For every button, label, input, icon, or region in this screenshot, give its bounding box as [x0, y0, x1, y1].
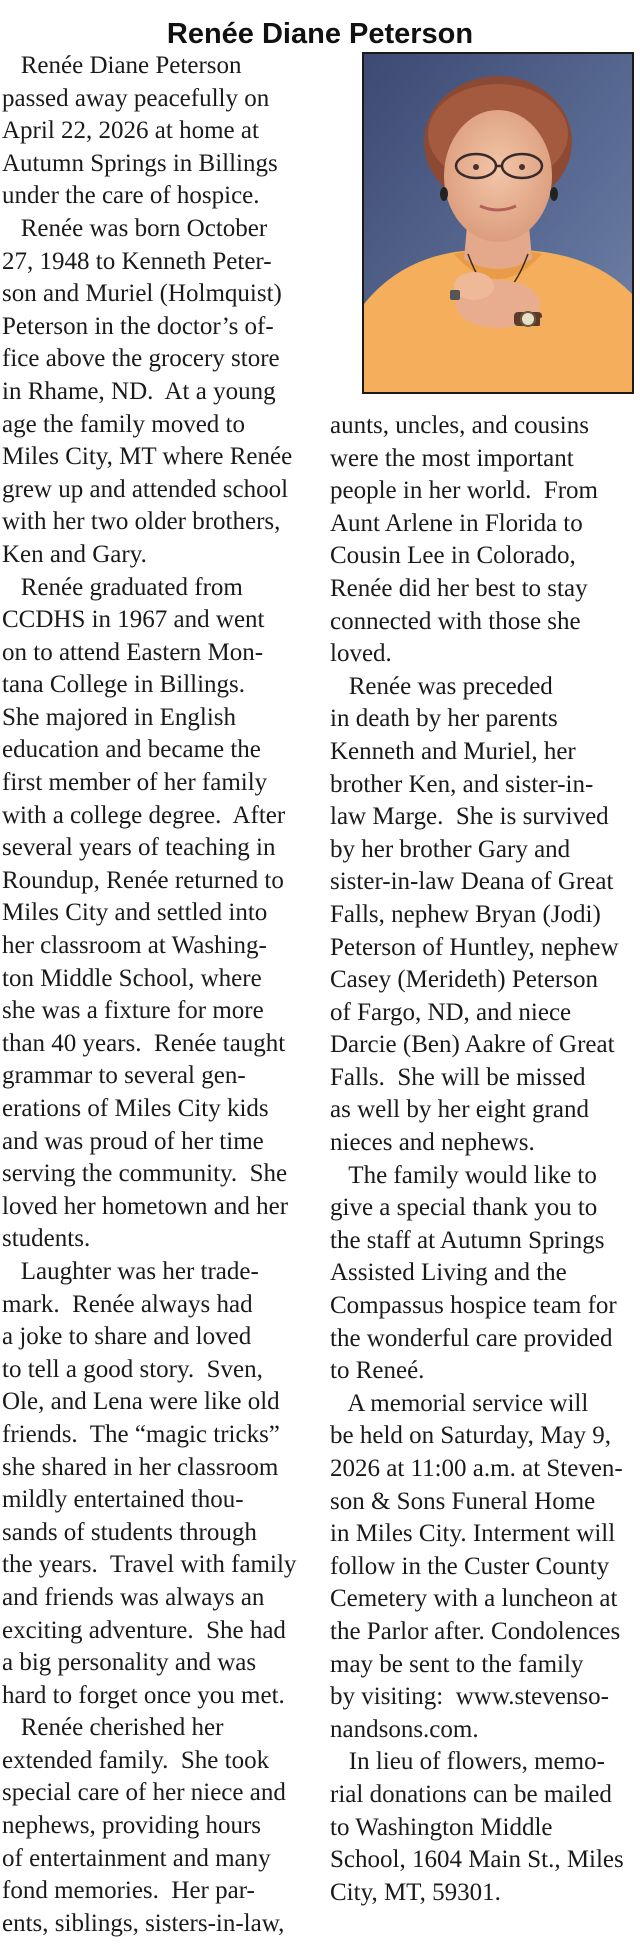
text-line: by her brother Gary and	[330, 835, 571, 863]
text-line: Assisted Living and the	[330, 1259, 567, 1287]
text-line: a big personality and was	[2, 1649, 257, 1677]
text-line: be held on Saturday, May 9,	[330, 1422, 611, 1450]
text-line: special care of her niece and	[2, 1779, 286, 1807]
text-line: as well by her eight grand	[330, 1096, 589, 1124]
text-line: friends. The “magic tricks”	[2, 1420, 280, 1448]
text-line: Kenneth and Muriel, her	[330, 737, 576, 765]
text-line: Casey (Merideth) Peterson	[330, 966, 598, 994]
text-line: to Washington Middle	[330, 1813, 553, 1841]
text-line: Renée was preceded	[330, 672, 553, 700]
text-line: sister-in-law Deana of Great	[330, 868, 614, 896]
text-line: passed away peacefully on	[2, 84, 270, 112]
text-line: age the family moved to	[2, 410, 245, 438]
text-line: education and became the	[2, 736, 261, 764]
text-line: In lieu of flowers, memo-	[330, 1748, 605, 1776]
text-line: loved.	[330, 640, 392, 668]
text-line: nephews, providing hours	[2, 1812, 261, 1840]
text-line: erations of Miles City kids	[2, 1095, 269, 1122]
text-line: 27, 1948 to Kenneth Peter-	[2, 247, 272, 275]
text-line: she was a fixture for more	[2, 997, 264, 1025]
text-line: grew up and attended school	[2, 475, 289, 503]
portrait-photo	[362, 52, 634, 394]
text-line: under the care of hospice.	[2, 182, 260, 210]
obituary-column-right	[330, 410, 638, 1909]
text-line: she shared in her classroom	[2, 1453, 279, 1481]
text-line: loved her hometown and her	[2, 1192, 289, 1220]
text-line: Renée cherished her	[2, 1714, 224, 1742]
text-line: in Rhame, ND. At a young	[2, 377, 276, 405]
text-line: with a college degree. After	[2, 801, 286, 829]
text-line: a joke to share and loved	[2, 1323, 252, 1351]
text-line: in Miles City. Interment will	[330, 1520, 616, 1548]
text-line: Renée was born October	[2, 214, 268, 242]
text-line: Autumn Springs in Billings	[2, 149, 278, 177]
obituary-title: Renée Diane Peterson	[166, 18, 474, 51]
text-line: City, MT, 59301.	[330, 1878, 501, 1906]
text-line: and was proud of her time	[2, 1127, 264, 1155]
text-line: son & Sons Funeral Home	[330, 1487, 596, 1515]
text-line: Compassus hospice team for	[330, 1292, 617, 1320]
text-line: 2026 at 11:00 a.m. at Steven-	[330, 1455, 623, 1482]
text-line: first member of her family	[2, 769, 268, 797]
text-line: fice above the grocery store	[2, 345, 280, 373]
text-line: her classroom at Washing-	[2, 932, 267, 960]
text-line: aunts, uncles, and cousins	[330, 412, 589, 439]
text-line: CCDHS in 1967 and went	[2, 606, 265, 634]
text-line: She majored in English	[2, 703, 236, 731]
text-line: the staff at Autumn Springs	[330, 1226, 605, 1254]
text-line: Falls, nephew Bryan (Jodi)	[330, 900, 601, 928]
text-line: Peterson in the doctor’s of-	[2, 312, 274, 340]
text-line: ton Middle School, where	[2, 964, 262, 992]
text-line: than 40 years. Renée taught	[2, 1029, 286, 1057]
text-line: people in her world. From	[330, 477, 599, 505]
text-line: April 22, 2026 at home at	[2, 117, 259, 145]
text-line: brother Ken, and sister-in-	[330, 770, 594, 798]
text-line: fond memories. Her par-	[2, 1877, 255, 1905]
text-line: Darcie (Ben) Aakre of Great	[330, 1031, 615, 1059]
text-line: Renée graduated from	[2, 573, 243, 601]
text-line: may be sent to the family	[330, 1650, 584, 1678]
text-line: of Fargo, ND, and niece	[330, 998, 572, 1026]
text-line: Laughter was her trade-	[2, 1257, 259, 1285]
text-line: connected with those she	[330, 607, 581, 635]
obituary-column-left	[2, 50, 312, 1940]
text-line: tana College in Billings.	[2, 671, 246, 699]
text-line: hard to forget once you met.	[2, 1681, 285, 1709]
text-line: Aunt Arlene in Florida to	[330, 509, 583, 537]
text-line: sands of students through	[2, 1518, 257, 1546]
text-line: extended family. She took	[2, 1746, 270, 1774]
text-line: mark. Renée always had	[2, 1290, 253, 1318]
text-line: Miles City, MT where Renée	[2, 443, 293, 471]
text-line: Ken and Gary.	[2, 540, 147, 568]
text-line: the years. Travel with family	[2, 1551, 297, 1579]
text-line: Peterson of Huntley, nephew	[330, 933, 619, 961]
text-line: The family would like to	[330, 1161, 597, 1189]
text-line: the wonderful care provided	[330, 1324, 613, 1352]
text-line: on to attend Eastern Mon-	[2, 638, 264, 666]
text-line: Falls. She will be missed	[330, 1063, 586, 1091]
text-line: give a special thank you to	[330, 1194, 598, 1222]
text-line: School, 1604 Main St., Miles	[330, 1846, 624, 1874]
text-line: Roundup, Renée returned to	[2, 866, 284, 894]
text-line: serving the community. She	[2, 1160, 288, 1188]
text-line: several years of teaching in	[2, 834, 276, 862]
text-line: Miles City and settled into	[2, 899, 268, 927]
text-line: students.	[2, 1225, 91, 1253]
text-line: grammar to several gen-	[2, 1062, 246, 1090]
text-line: of entertainment and many	[2, 1844, 271, 1872]
text-line: Renée did her best to stay	[330, 574, 588, 602]
text-line: nieces and nephews.	[330, 1129, 535, 1157]
text-line: Cousin Lee in Colorado,	[330, 542, 576, 570]
text-line: the Parlor after. Condolences	[330, 1617, 621, 1645]
text-line: law Marge. She is survived	[330, 803, 609, 831]
text-line: follow in the Custer County	[330, 1552, 610, 1580]
text-line: mildly entertained thou-	[2, 1486, 244, 1514]
text-line: exciting adventure. She had	[2, 1616, 286, 1644]
text-line: were the most important	[330, 444, 574, 472]
text-line: Ole, and Lena were like old	[2, 1388, 280, 1416]
text-line: Renée Diane Peterson	[2, 52, 242, 79]
text-line: rial donations can be mailed	[330, 1780, 612, 1808]
text-line: with her two older brothers,	[2, 508, 281, 536]
text-line: and friends was always an	[2, 1583, 265, 1611]
text-line: Cemetery with a luncheon at	[330, 1585, 618, 1613]
text-line: ents, siblings, sisters-in-law,	[2, 1909, 285, 1937]
text-line: nandsons.com.	[330, 1715, 479, 1743]
text-line: to Reneé.	[330, 1357, 425, 1385]
text-line: son and Muriel (Holmquist)	[2, 280, 282, 308]
text-line: to tell a good story. Sven,	[2, 1355, 263, 1383]
text-line: A memorial service will	[330, 1389, 589, 1417]
text-line: in death by her parents	[330, 705, 558, 733]
text-line: by visiting: www.stevenso-	[330, 1683, 609, 1711]
